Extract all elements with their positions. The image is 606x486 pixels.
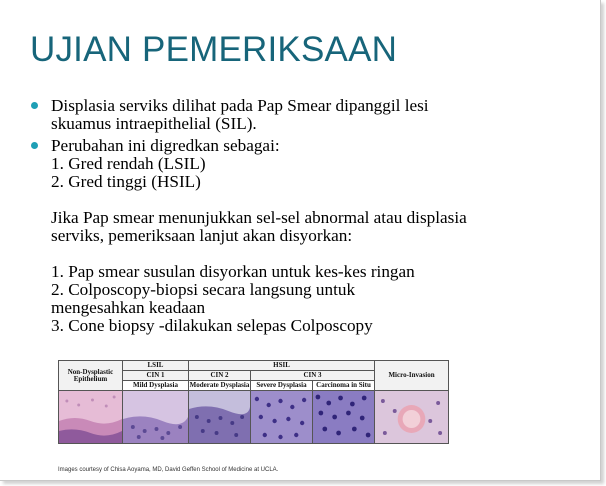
step-line: 2. Colposcopy-biopsi secara langsung untuk xyxy=(51,280,356,299)
bullet-item xyxy=(31,137,571,335)
step-line: 1. Pap smear susulan disyorkan untuk kes-kes ringan xyxy=(51,262,415,281)
label-carcinoma: Carcinoma in Situ xyxy=(313,381,375,391)
histology-table xyxy=(58,360,449,444)
paragraph-line: serviks, pemeriksaan lanjut akan disyorkan: xyxy=(51,226,353,245)
label-severe: Severe Dysplasia xyxy=(251,381,313,391)
figure-caption: Images courtesy of Chisa Aoyama, MD, David Geffen School of Medicine at UCLA. xyxy=(58,467,279,473)
label-moderate: Moderate Dysplasia xyxy=(189,381,250,389)
step-line: 3. Cone biopsy -dilakukan selepas Colposcopy xyxy=(51,316,373,335)
tissue-image-cin1 xyxy=(123,391,189,444)
bullet-dot-icon xyxy=(31,102,38,109)
header-lsil: LSIL xyxy=(123,361,189,371)
slide-title: UJIAN PEMERIKSAAN xyxy=(30,30,398,69)
header-cin3: CIN 3 xyxy=(251,371,375,381)
tissue-image-carcinoma-in-situ xyxy=(313,391,375,444)
header-cin2: CIN 2 xyxy=(189,371,251,381)
bullet-item xyxy=(31,97,571,133)
header-non-dysplastic: Non-Dysplastic Epithelium xyxy=(59,361,123,391)
slide-body xyxy=(31,97,571,335)
tissue-image-cin3-severe xyxy=(251,391,313,444)
header-cin1: CIN 1 xyxy=(123,371,189,381)
paragraph-line: Jika Pap smear menunjukkan sel-sel abnormal atau displasia xyxy=(51,208,467,227)
header-micro-invasion: Micro-Invasion xyxy=(375,361,449,391)
bullet-text-line: 2. Gred tinggi (HSIL) xyxy=(51,172,201,191)
tissue-image-cin2 xyxy=(189,391,251,444)
bullet-text-line: Perubahan ini digredkan sebagai: xyxy=(51,136,280,155)
tissue-image-micro-invasion xyxy=(375,391,449,444)
tissue-image-normal xyxy=(59,391,123,444)
histology-figure xyxy=(58,360,448,478)
bullet-dot-icon xyxy=(31,142,38,149)
label-mild: Mild Dysplasia xyxy=(123,381,189,391)
step-line: mengesahkan keadaan xyxy=(51,298,206,317)
bullet-text-line: 1. Gred rendah (LSIL) xyxy=(51,154,206,173)
bullet-text-line: skuamus intraepithelial (SIL). xyxy=(51,114,257,133)
bullet-text-line: Displasia serviks dilihat pada Pap Smear dipanggil lesi xyxy=(51,96,429,115)
header-hsil: HSIL xyxy=(189,361,375,371)
